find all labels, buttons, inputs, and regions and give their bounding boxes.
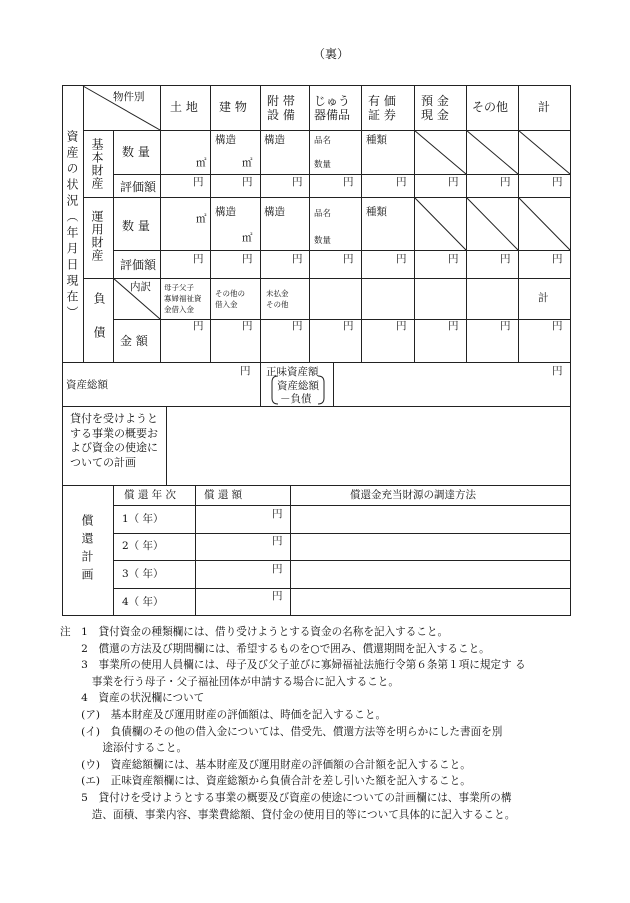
note-line: (イ) 負債欄のその他の借入金については、借受先、償還方法等を明らかにした書面を別 <box>60 725 503 738</box>
yen-unit: 円 <box>396 176 407 188</box>
assets-section-label: 資産の状況（年月日現在） <box>65 130 79 322</box>
operating-building-structure: 構造 <box>215 206 236 218</box>
note-line: 事業を行う母子・父子福祉団体が申請する場合に記入すること。 <box>60 675 399 688</box>
business-plan-label: 貸付を受けようとする事業の概要および資金の使途についての計画 <box>70 412 158 469</box>
repayment-source-header: 償還金充当財源の調達方法 <box>350 489 476 501</box>
yen-unit: 円 <box>448 253 459 265</box>
yen-unit: 円 <box>242 253 253 265</box>
operating-property-label: 運用財産 <box>90 210 104 262</box>
yen-unit: 円 <box>500 176 511 188</box>
liabilities-label: 負債 <box>92 292 106 360</box>
operating-fixtures-item: 品名 <box>314 209 332 219</box>
operating-quantity-label: 数 量 <box>122 219 150 233</box>
repayment-row-year: 4（ 年） <box>122 596 164 608</box>
liab-item-unpaid: 未払金 その他 <box>266 289 289 309</box>
repayment-row-year: 2（ 年） <box>122 540 164 552</box>
repayment-plan-label: 償還計画 <box>80 514 94 586</box>
operating-securities-kind: 種類 <box>366 206 387 218</box>
operating-facilities-structure: 構造 <box>264 206 285 218</box>
note-line: 4 資産の状況欄について <box>60 692 205 705</box>
basic-valuation-label: 評価額 <box>120 180 157 194</box>
yen-unit: 円 <box>242 320 253 332</box>
net-formula-line2: －負債 <box>280 393 312 405</box>
yen-unit: 円 <box>242 176 253 188</box>
repayment-yen: 円 <box>272 563 283 575</box>
yen-unit: 円 <box>396 253 407 265</box>
yen-unit: 円 <box>500 320 511 332</box>
liab-item-other-loans: その他の 借入金 <box>215 289 245 309</box>
total-assets-yen: 円 <box>240 365 251 377</box>
liabilities-amount-label: 金 額 <box>120 334 148 348</box>
yen-unit: 円 <box>500 253 511 265</box>
col-header-deposits: 預 金 現 金 <box>421 94 449 122</box>
liab-item-widow-fund: 母子父子 寡婦福祉資 金借入金 <box>164 283 202 314</box>
col-header-building: 建 物 <box>219 100 247 114</box>
note-line: 3 事業所の使用人員欄には、母子及び父子並びに寡婦福祉法施行令第６条第１項に規定す る <box>60 659 526 672</box>
yen-unit: 円 <box>448 320 459 332</box>
note-line: 注 1 貸付資金の種類欄には、借り受けようとする資金の名称を記入すること。 <box>60 626 449 638</box>
net-assets-label: 正味資産額 <box>266 366 319 378</box>
liabilities-total-label: 計 <box>538 292 549 304</box>
operating-building-sqm: ㎡ <box>242 232 253 244</box>
basic-building-structure: 構造 <box>215 134 236 146</box>
basic-building-sqm: ㎡ <box>242 157 253 169</box>
yen-unit: 円 <box>552 320 563 332</box>
note-line: 5 貸付けを受けようとする事業の概要及び資産の使途についての計画欄には、事業所の構 <box>60 791 512 804</box>
yen-unit: 円 <box>448 176 459 188</box>
yen-unit: 円 <box>552 253 563 265</box>
yen-unit: 円 <box>193 320 204 332</box>
note-line: (エ) 正味資産額欄には、資産総額から負債合計を差し引いた額を記入すること。 <box>60 775 471 788</box>
operating-land-sqm: ㎡ <box>196 213 207 225</box>
yen-unit: 円 <box>343 320 354 332</box>
operating-fixtures-count: 数量 <box>314 236 332 246</box>
repayment-row-year: 1（ 年） <box>122 513 164 525</box>
yen-unit: 円 <box>292 320 303 332</box>
col-header-securities: 有 価 証 券 <box>368 94 396 122</box>
basic-property-label: 基本財産 <box>90 138 104 190</box>
yen-unit: 円 <box>396 320 407 332</box>
basic-fixtures-item: 品名 <box>314 136 332 146</box>
repayment-yen: 円 <box>272 535 283 547</box>
yen-unit: 円 <box>193 253 204 265</box>
yen-unit: 円 <box>292 253 303 265</box>
col-header-total: 計 <box>538 100 551 114</box>
notes <box>60 624 580 823</box>
note-line: (ア) 基本財産及び運用財産の評価額は、時価を記入すること。 <box>60 708 387 721</box>
operating-valuation-label: 評価額 <box>120 258 157 272</box>
col-header-fixtures: じゅう 器備品 <box>314 94 351 122</box>
note-line: 2 償還の方法及び期間欄には、希望するものを○で囲み、償還期間を記入すること。 <box>60 642 490 655</box>
yen-unit: 円 <box>193 176 204 188</box>
yen-unit: 円 <box>343 176 354 188</box>
basic-quantity-label: 数 量 <box>122 145 150 159</box>
col-header-facilities: 附 帯 設 備 <box>267 94 295 122</box>
note-line: 造、面積、事業内容、事業費総額、貸付金の使用目的等について具体的に記入すること。 <box>60 808 516 821</box>
col-header-other: その他 <box>472 100 509 114</box>
repayment-yen: 円 <box>272 590 283 602</box>
repayment-row-year: 3（ 年） <box>122 568 164 580</box>
basic-fixtures-count: 数量 <box>314 160 332 170</box>
basic-facilities-structure: 構造 <box>264 134 285 146</box>
page-heading: （裏） <box>313 47 350 61</box>
yen-unit: 円 <box>552 176 563 188</box>
col-header-land: 土 地 <box>170 100 198 114</box>
note-line: (ウ) 資産総額欄には、基本財産及び運用財産の評価額の合計額を記入すること。 <box>60 758 471 771</box>
yen-unit: 円 <box>343 253 354 265</box>
basic-land-sqm: ㎡ <box>196 157 207 169</box>
note-line: 途添付すること。 <box>60 742 188 755</box>
total-assets-label: 資産総額 <box>66 379 108 391</box>
liabilities-breakdown-label: 内訳 <box>130 281 151 293</box>
header-row-label: 物件別 <box>113 91 145 103</box>
repayment-yen: 円 <box>272 508 283 520</box>
repayment-amount-header: 償 還 額 <box>204 489 243 501</box>
repayment-year-header: 償 還 年 次 <box>124 489 177 501</box>
yen-unit: 円 <box>292 176 303 188</box>
net-assets-yen: 円 <box>552 365 563 377</box>
net-formula-line1: 資産総額 <box>277 380 319 392</box>
basic-securities-kind: 種類 <box>366 134 387 146</box>
